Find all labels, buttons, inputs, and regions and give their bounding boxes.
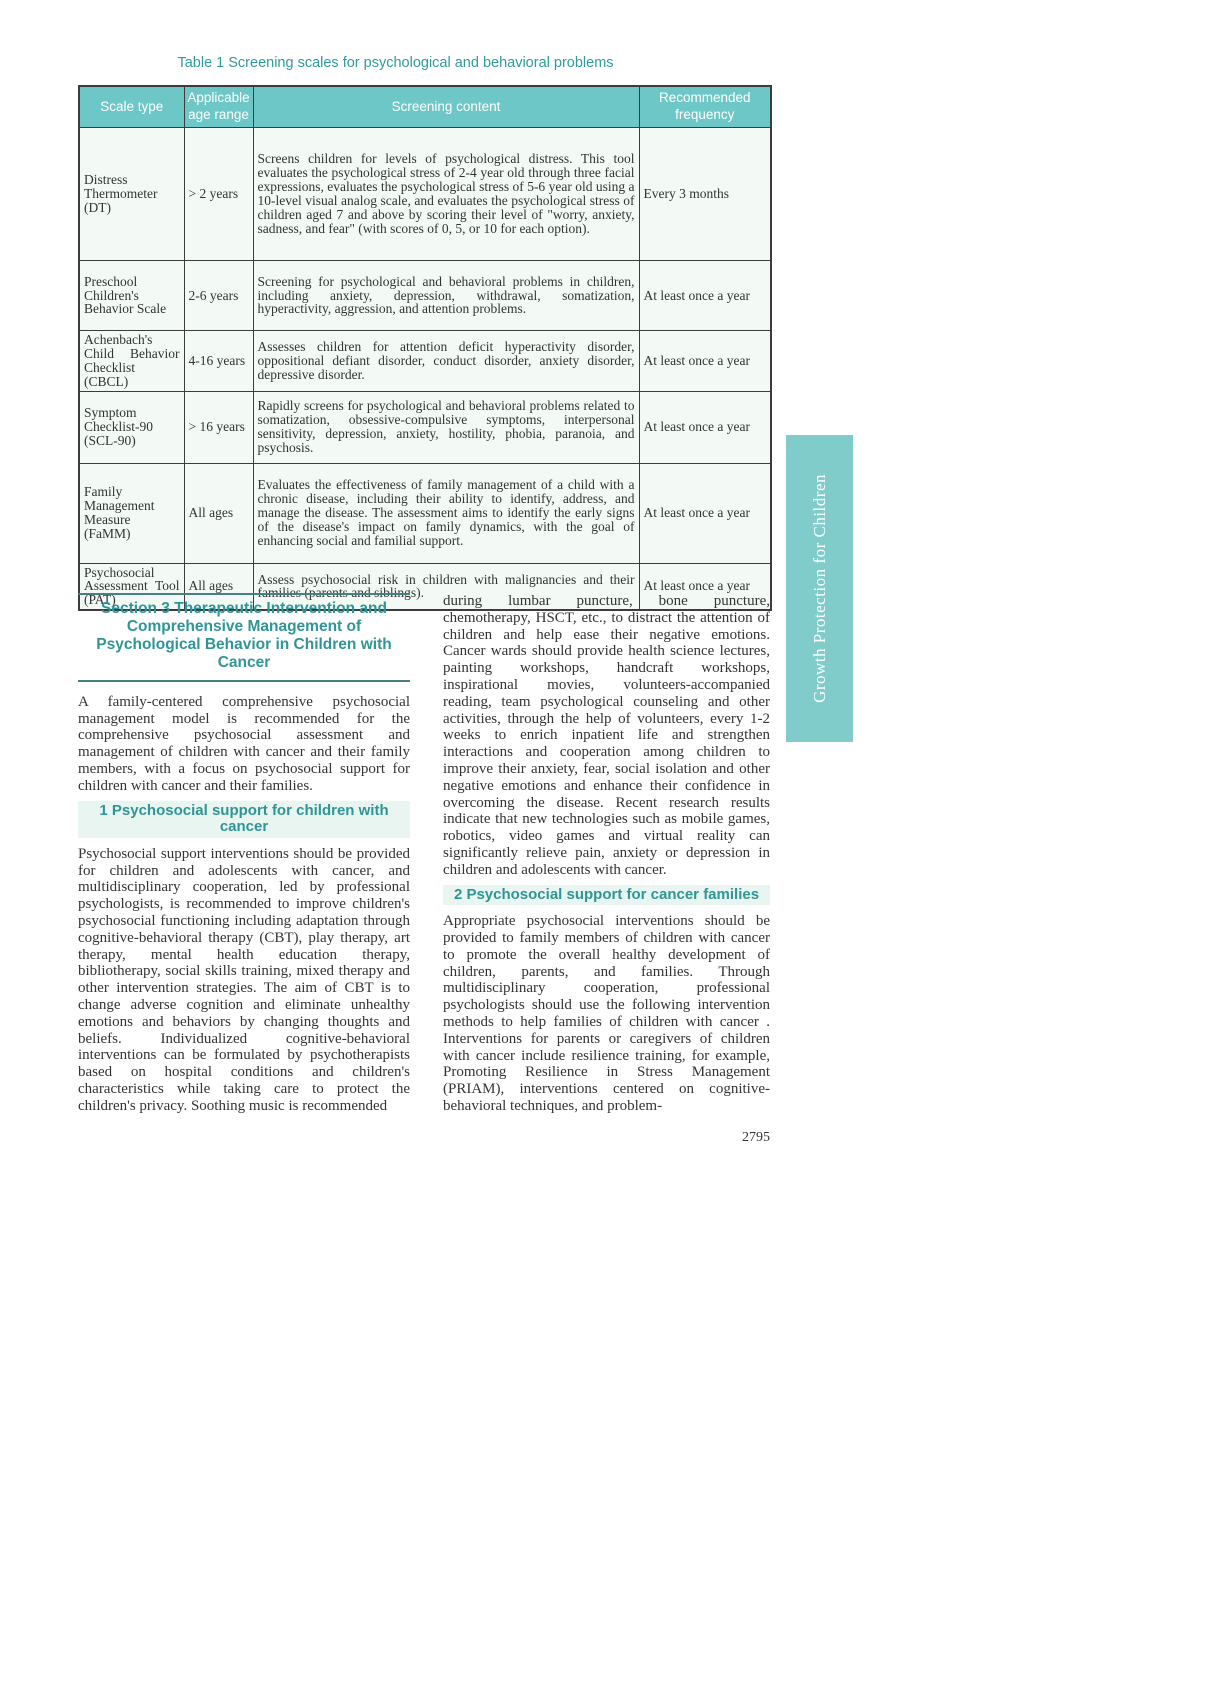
paragraph-psychosocial-support-left: Psychosocial support interventions should be provided for children and adolescents with cancer, and multidisciplinary cooperation, led by professional psychologists, is recommended to improve children's psychosocial functioning including adaptation through cognitive-behavioral therapy (CBT), play therapy, art therapy, mental health education therapy, bibliotherapy, social skills training, mixed therapy and other intervention strategies. The aim of CBT is to change adverse cognition and eliminate unhealthy emotions and behaviors by changing thoughts and beliefs. Individualized cognitive-behavioral interventions can be formulated by psychotherapists based on hospital conditions and children's characteristics while taking care to protect the children's privacy. Soothing music is recommended [78,845,410,1114]
cell-scale-type: Psychosocial Assessment Tool (PAT) [79,563,184,610]
table-header-row [79,86,771,128]
left-column [78,593,410,1115]
page-number: 2795 [742,1130,770,1145]
cell-age-range: All ages [184,563,253,610]
right-column [443,593,770,1115]
paragraph-intro: A family-centered comprehensive psychosocial management model is recommended for the comprehensive psychosocial assessment and management of children with cancer and their family members, with a focus on psychosocial support for children with cancer and their families. [78,693,410,794]
table-title: Table 1 Screening scales for psychological and behavioral problems [177,55,614,71]
cell-scale-type: Preschool Children's Behavior Scale [79,261,184,331]
table-row [79,391,771,463]
cell-age-range: 4-16 years [184,331,253,392]
cell-age-range: > 2 years [184,128,253,261]
cell-frequency: At least once a year [639,563,771,610]
cell-frequency: At least once a year [639,261,771,331]
col-header-scale-type: Scale type [79,86,184,128]
cell-age-range: > 16 years [184,391,253,463]
col-header-age-range: Applicable age range [184,86,253,128]
paragraph-cancer-families: Appropriate psychosocial interventions should be provided to family members of children with cancer to promote the overall healthy development of children, parents, and families. Through multidisciplinary cooperation, professional psychologists should use the following intervention methods to help families of children with cancer . Interventions for parents or caregivers of children with cancer include resilience training, for example, Promoting Resilience in Stress Management (PRIAM), interventions centered on cognitive-behavioral techniques, and problem- [443,913,770,1114]
cell-frequency: Every 3 months [639,128,771,261]
table-row [79,331,771,392]
cell-age-range: All ages [184,463,253,563]
cell-scale-type: Symptom Checklist-90 (SCL-90) [79,391,184,463]
cell-frequency: At least once a year [639,463,771,563]
section-heading: Section 3 Therapeutic Intervention and Comprehensive Management of Psychological Behavior in Children with Cancer [78,593,410,682]
cell-screening-content: Screens children for levels of psychological distress. This tool evaluates the psychological stress of 2-4 year old through three facial expressions, evaluates the psychological stress of 5-6 year old using a 10-level visual analog scale, and evaluates the psychological stress of children aged 7 and above by scoring their level of "worry, anxiety, sadness, and fear" (with scores of 0, 5, or 10 for each option). [253,128,639,261]
subsection-2-heading: 2 Psychosocial support for cancer families [443,885,770,906]
cell-screening-content: Assess psychosocial risk in children with malignancies and their families (parents and siblings). [253,563,639,610]
cell-frequency: At least once a year [639,391,771,463]
cell-screening-content: Screening for psychological and behavioral problems in children, including anxiety, depression, withdrawal, somatization, hyperactivity, aggression, and attention problems. [253,261,639,331]
col-header-frequency: Recommended frequency [639,86,771,128]
col-header-screening-content: Screening content [253,86,639,128]
cell-scale-type: Achenbach's Child Behavior Checklist (CBCL) [79,331,184,392]
side-tab-label: Growth Protection for Children [809,474,829,703]
subsection-1-heading: 1 Psychosocial support for children with cancer [78,801,410,838]
cell-screening-content: Evaluates the effectiveness of family management of a child with a chronic disease, including their ability to identify, address, and manage the disease. The assessment aims to identify the early signs of the disease's impact on family dynamics, with the goal of enhancing social and familial support. [253,463,639,563]
paragraph-psychosocial-support-right: during lumbar puncture, bone puncture, chemotherapy, HSCT, etc., to distract the attention of children and help ease their negative emotions. Cancer wards should provide health science lectures, painting workshops, handcraft workshops, inspirational movies, volunteers-accompanied reading, team psychological counseling and other activities, through the help of volunteers, every 1-2 weeks to enrich inpatient life and strengthen interactions and cooperation among children to improve their anxiety, fear, social isolation and other negative emotions and enhance their confidence in overcoming the disease. Recent research results indicate that new technologies such as mobile games, robotics, video games and virtual reality can significantly relieve pain, anxiety or depression in children and adolescents with cancer. [443,593,770,878]
growth-protection-side-tab [786,435,853,742]
cell-scale-type: Family Management Measure (FaMM) [79,463,184,563]
table-row [79,463,771,563]
screening-scales-table [78,85,772,611]
table-row [79,261,771,331]
cell-scale-type: Distress Thermometer (DT) [79,128,184,261]
cell-frequency: At least once a year [639,331,771,392]
table-row [79,128,771,261]
cell-age-range: 2-6 years [184,261,253,331]
two-column-text [78,593,770,1115]
cell-screening-content: Assesses children for attention deficit hyperactivity disorder, oppositional defiant disorder, conduct disorder, anxiety disorder, depressive disorder. [253,331,639,392]
cell-screening-content: Rapidly screens for psychological and behavioral problems related to somatization, obsessive-compulsive symptoms, interpersonal sensitivity, depression, anxiety, hostility, phobia, paranoia, and psychosis. [253,391,639,463]
